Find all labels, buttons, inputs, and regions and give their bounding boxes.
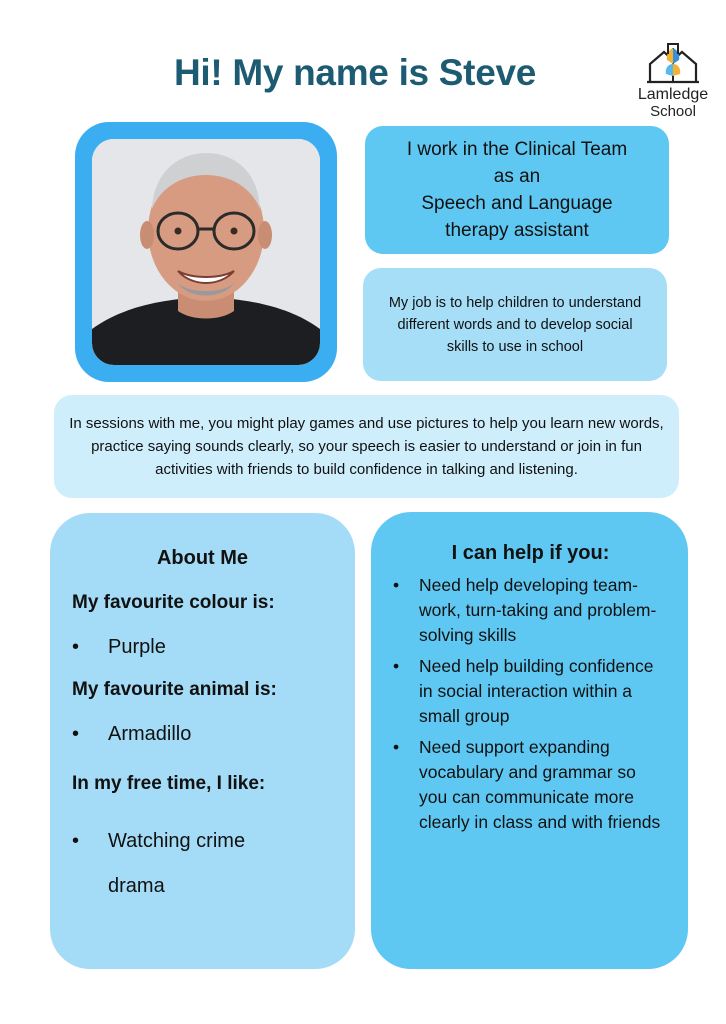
- bullet-icon: •: [393, 575, 400, 595]
- role-text: [407, 136, 627, 244]
- help-list: [393, 573, 668, 835]
- free-time-value: [108, 819, 245, 909]
- bullet-icon: •: [393, 737, 400, 757]
- job-description-card: [363, 268, 667, 381]
- role-line: as an: [493, 166, 541, 187]
- free-time-label: In my free time, I like:: [72, 773, 266, 794]
- help-heading: I can help if you:: [451, 542, 610, 564]
- job-description-text: My job is to help children to understand different words and to develop social skills to use in school: [388, 294, 642, 355]
- help-card: [371, 512, 688, 969]
- favourite-animal-label: My favourite animal is:: [72, 679, 277, 700]
- list-item: [393, 735, 668, 835]
- logo-text-lamledge: Lamledge: [637, 86, 709, 103]
- bullet-icon: •: [72, 830, 80, 852]
- portrait-illustration: [92, 139, 320, 365]
- school-logo-icon: [644, 42, 702, 84]
- free-time-item: [72, 819, 333, 909]
- free-time-line: drama: [108, 875, 165, 897]
- list-item: [393, 573, 668, 648]
- help-item-text: Need support expanding vocabulary and grammar so you can communicate more clearly in class and with friends: [419, 737, 661, 832]
- role-line: therapy assistant: [445, 220, 589, 241]
- list-item: [393, 654, 668, 729]
- about-me-card: [50, 513, 355, 969]
- profile-photo: [92, 139, 320, 365]
- role-line: Speech and Language: [421, 193, 613, 214]
- favourite-colour-label: My favourite colour is:: [72, 592, 275, 613]
- favourite-colour-value: Purple: [108, 636, 166, 658]
- favourite-colour-item: [72, 636, 333, 659]
- school-logo: [628, 42, 718, 126]
- free-time-line: Watching crime: [108, 830, 246, 852]
- bullet-icon: •: [393, 656, 400, 676]
- bullet-icon: •: [72, 636, 80, 658]
- help-item-text: Need help building confidence in social interaction within a small group: [419, 656, 654, 726]
- about-me-heading: About Me: [156, 547, 249, 569]
- favourite-animal-value: Armadillo: [108, 723, 192, 745]
- favourite-animal-item: [72, 723, 333, 746]
- role-card: [365, 126, 669, 254]
- sessions-card: [54, 395, 679, 498]
- role-line: I work in the Clinical Team: [406, 139, 628, 160]
- page-title: Hi! My name is Steve: [173, 52, 537, 93]
- help-item-text: Need help developing team-work, turn-taking and problem-solving skills: [419, 575, 657, 645]
- sessions-text: In sessions with me, you might play games and use pictures to help you learn new words, practice saying sounds clearly, so your speech is easier to understand or join in fun activities with friends to build confidence in talking and listening.: [69, 415, 664, 478]
- logo-text-school: School: [650, 103, 696, 120]
- bullet-icon: •: [72, 723, 80, 745]
